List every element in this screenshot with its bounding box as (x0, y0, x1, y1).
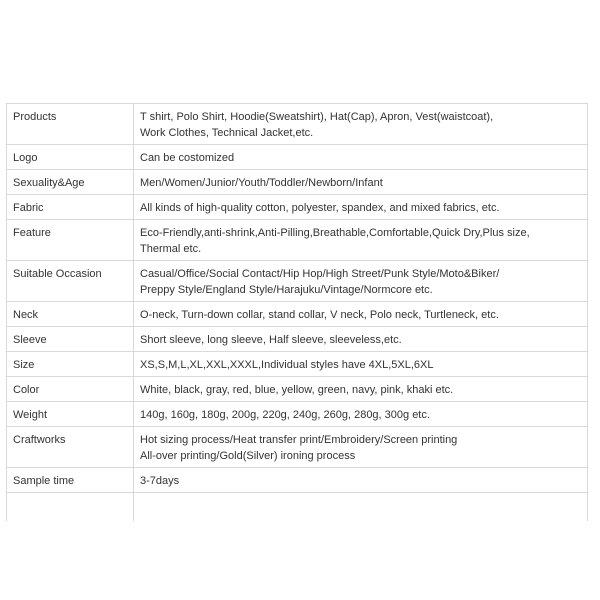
value-line: Short sleeve, long sleeve, Half sleeve, sleeveless,etc. (140, 334, 402, 346)
value-line: 140g, 160g, 180g, 200g, 220g, 240g, 260g, 280g, 300g etc. (140, 409, 430, 421)
table-row-sexuality-age (7, 170, 588, 195)
row-value (134, 468, 588, 493)
row-label: Products (7, 104, 134, 145)
row-label: Sample time (7, 468, 134, 493)
value-line: Thermal etc. (140, 243, 202, 255)
row-value (134, 352, 588, 377)
row-label-empty (7, 493, 134, 522)
value-line: White, black, gray, red, blue, yellow, green, navy, pink, khaki etc. (140, 384, 454, 396)
value-line: O-neck, Turn-down collar, stand collar, V neck, Polo neck, Turtleneck, etc. (140, 309, 499, 321)
row-label: Weight (7, 402, 134, 427)
spec-table-body (7, 104, 588, 522)
row-label: Neck (7, 302, 134, 327)
table-row-feature (7, 220, 588, 261)
value-line: Preppy Style/England Style/Harajuku/Vintage/Normcore etc. (140, 284, 433, 296)
table-row-empty (7, 493, 588, 522)
table-row-weight (7, 402, 588, 427)
value-line: 3-7days (140, 475, 180, 487)
table-row-logo (7, 145, 588, 170)
row-label: Sexuality&Age (7, 170, 134, 195)
value-line: XS,S,M,L,XL,XXL,XXXL,Individual styles have 4XL,5XL,6XL (140, 359, 434, 371)
row-label: Feature (7, 220, 134, 261)
row-label: Craftworks (7, 427, 134, 468)
row-label: Size (7, 352, 134, 377)
value-line: T shirt, Polo Shirt, Hoodie(Sweatshirt), Hat(Cap), Apron, Vest(waistcoat), (140, 111, 494, 123)
row-value (134, 195, 588, 220)
table-row-suitable-occasion (7, 261, 588, 302)
row-label: Color (7, 377, 134, 402)
value-line: All-over printing/Gold(Silver) ironing process (140, 450, 356, 462)
row-value (134, 261, 588, 302)
table-row-neck (7, 302, 588, 327)
row-value (134, 402, 588, 427)
value-line: Hot sizing process/Heat transfer print/Embroidery/Screen printing (140, 434, 458, 446)
table-row-products (7, 104, 588, 145)
row-value (134, 327, 588, 352)
value-line: Can be costomized (140, 152, 235, 164)
table-row-sleeve (7, 327, 588, 352)
value-line: Eco-Friendly,anti-shrink,Anti-Pilling,Breathable,Comfortable,Quick Dry,Plus size, (140, 227, 530, 239)
table-row-sample-time (7, 468, 588, 493)
row-label: Fabric (7, 195, 134, 220)
value-line: All kinds of high-quality cotton, polyester, spandex, and mixed fabrics, etc. (140, 202, 500, 214)
value-line: Men/Women/Junior/Youth/Toddler/Newborn/Infant (140, 177, 383, 189)
row-label: Sleeve (7, 327, 134, 352)
row-value (134, 145, 588, 170)
row-value (134, 377, 588, 402)
value-line: Casual/Office/Social Contact/Hip Hop/High Street/Punk Style/Moto&Biker/ (140, 268, 500, 280)
row-label: Logo (7, 145, 134, 170)
row-value (134, 427, 588, 468)
table-row-size (7, 352, 588, 377)
row-value-empty (134, 493, 588, 522)
spec-table (6, 103, 588, 521)
row-value (134, 170, 588, 195)
row-label: Suitable Occasion (7, 261, 134, 302)
row-value (134, 220, 588, 261)
table-row-color (7, 377, 588, 402)
row-value (134, 302, 588, 327)
table-row-craftworks (7, 427, 588, 468)
value-line: Work Clothes, Technical Jacket,etc. (140, 127, 314, 139)
table-row-fabric (7, 195, 588, 220)
row-value (134, 104, 588, 145)
